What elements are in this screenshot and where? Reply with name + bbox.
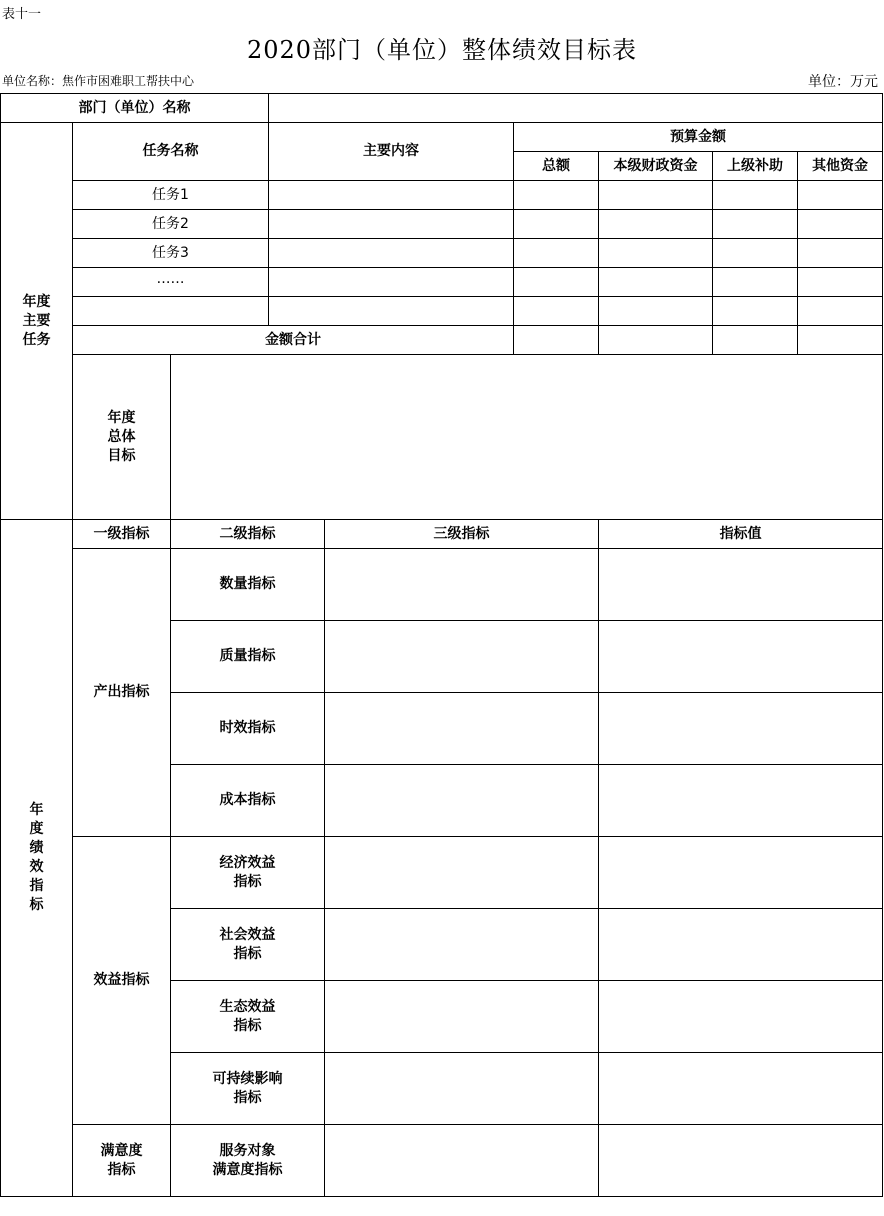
level3-cell[interactable] [325, 837, 599, 909]
indicator-value-cell[interactable] [599, 621, 883, 693]
quality-indicator-label: 质量指标 [171, 621, 325, 693]
level3-cell[interactable] [325, 1125, 599, 1197]
task-local-cell[interactable] [599, 239, 713, 268]
level3-cell[interactable] [325, 549, 599, 621]
task-content-cell[interactable] [269, 210, 514, 239]
budget-amount-header: 预算金额 [514, 123, 883, 152]
currency-unit-label: 单位：万元 [808, 74, 878, 90]
sum-upper-cell[interactable] [713, 326, 798, 355]
benefit-indicator-label: 效益指标 [73, 837, 171, 1125]
table-number-label: 表十一 [2, 7, 42, 22]
task-content-cell[interactable] [269, 181, 514, 210]
task-row [1, 181, 883, 210]
sum-total-cell[interactable] [514, 326, 599, 355]
amount-total-label: 金额合计 [73, 326, 514, 355]
level3-indicator-header: 三级指标 [325, 520, 599, 549]
ecological-benefit-indicator-label: 生态效益 指标 [171, 981, 325, 1053]
task-total-cell[interactable] [514, 268, 599, 297]
unit-name-label: 单位名称：焦作市困难职工帮扶中心 [2, 74, 195, 88]
task-total-cell[interactable] [514, 239, 599, 268]
sustainable-impact-indicator-label: 可持续影响 指标 [171, 1053, 325, 1125]
level3-cell[interactable] [325, 1053, 599, 1125]
task-name-cell: 任务2 [73, 210, 269, 239]
timeliness-indicator-label: 时效指标 [171, 693, 325, 765]
task-local-cell[interactable] [599, 268, 713, 297]
budget-local-fiscal-header: 本级财政资金 [599, 152, 713, 181]
dept-name-label: 部门（单位）名称 [1, 94, 269, 123]
task-local-cell[interactable] [599, 181, 713, 210]
task-other-cell[interactable] [798, 268, 883, 297]
level2-indicator-header: 二级指标 [171, 520, 325, 549]
dept-name-value[interactable] [269, 94, 883, 123]
budget-other-funds-header: 其他资金 [798, 152, 883, 181]
task-local-cell[interactable] [599, 210, 713, 239]
indicator-value-cell[interactable] [599, 1125, 883, 1197]
indicator-value-cell[interactable] [599, 837, 883, 909]
budget-upper-subsidy-header: 上级补助 [713, 152, 798, 181]
annual-goal-section-label: 年度 总体 目标 [73, 355, 171, 520]
level3-cell[interactable] [325, 981, 599, 1053]
level3-cell[interactable] [325, 909, 599, 981]
level3-cell[interactable] [325, 693, 599, 765]
task-upper-cell[interactable] [713, 239, 798, 268]
task-name-cell: 任务1 [73, 181, 269, 210]
main-content-header: 主要内容 [269, 123, 514, 181]
task-content-cell[interactable] [269, 297, 514, 326]
task-total-cell[interactable] [514, 210, 599, 239]
task-content-cell[interactable] [269, 268, 514, 297]
task-total-cell[interactable] [514, 297, 599, 326]
task-name-header: 任务名称 [73, 123, 269, 181]
task-other-cell[interactable] [798, 239, 883, 268]
annual-goal-value[interactable] [171, 355, 883, 520]
amount-total-row [1, 326, 883, 355]
task-upper-cell[interactable] [713, 210, 798, 239]
task-row [1, 297, 883, 326]
task-other-cell[interactable] [798, 181, 883, 210]
social-benefit-indicator-label: 社会效益 指标 [171, 909, 325, 981]
task-row [1, 268, 883, 297]
task-other-cell[interactable] [798, 210, 883, 239]
performance-target-table [0, 93, 883, 1197]
indicator-value-cell[interactable] [599, 765, 883, 837]
indicator-value-cell[interactable] [599, 1053, 883, 1125]
satisfaction-indicator-label: 满意度 指标 [73, 1125, 171, 1197]
level3-cell[interactable] [325, 621, 599, 693]
task-row [1, 239, 883, 268]
economic-benefit-indicator-label: 经济效益 指标 [171, 837, 325, 909]
task-local-cell[interactable] [599, 297, 713, 326]
indicator-value-cell[interactable] [599, 909, 883, 981]
budget-total-header: 总额 [514, 152, 599, 181]
task-upper-cell[interactable] [713, 297, 798, 326]
task-name-cell: 任务3 [73, 239, 269, 268]
level3-cell[interactable] [325, 765, 599, 837]
service-satisfaction-indicator-label: 服务对象 满意度指标 [171, 1125, 325, 1197]
sum-other-cell[interactable] [798, 326, 883, 355]
task-upper-cell[interactable] [713, 181, 798, 210]
sum-local-cell[interactable] [599, 326, 713, 355]
task-name-cell: …… [73, 268, 269, 297]
output-indicator-label: 产出指标 [73, 549, 171, 837]
task-upper-cell[interactable] [713, 268, 798, 297]
task-content-cell[interactable] [269, 239, 514, 268]
task-total-cell[interactable] [514, 181, 599, 210]
level1-indicator-header: 一级指标 [73, 520, 171, 549]
indicator-value-cell[interactable] [599, 693, 883, 765]
cost-indicator-label: 成本指标 [171, 765, 325, 837]
quantity-indicator-label: 数量指标 [171, 549, 325, 621]
performance-indicators-section-label: 年 度 绩 效 指 标 [1, 520, 73, 1197]
indicator-value-header: 指标值 [599, 520, 883, 549]
indicator-value-cell[interactable] [599, 981, 883, 1053]
task-other-cell[interactable] [798, 297, 883, 326]
page-title: 2020部门（单位）整体绩效目标表 [246, 36, 638, 64]
indicator-value-cell[interactable] [599, 549, 883, 621]
task-name-cell [73, 297, 269, 326]
task-row [1, 210, 883, 239]
annual-tasks-section-label: 年度 主要 任务 [1, 123, 73, 520]
